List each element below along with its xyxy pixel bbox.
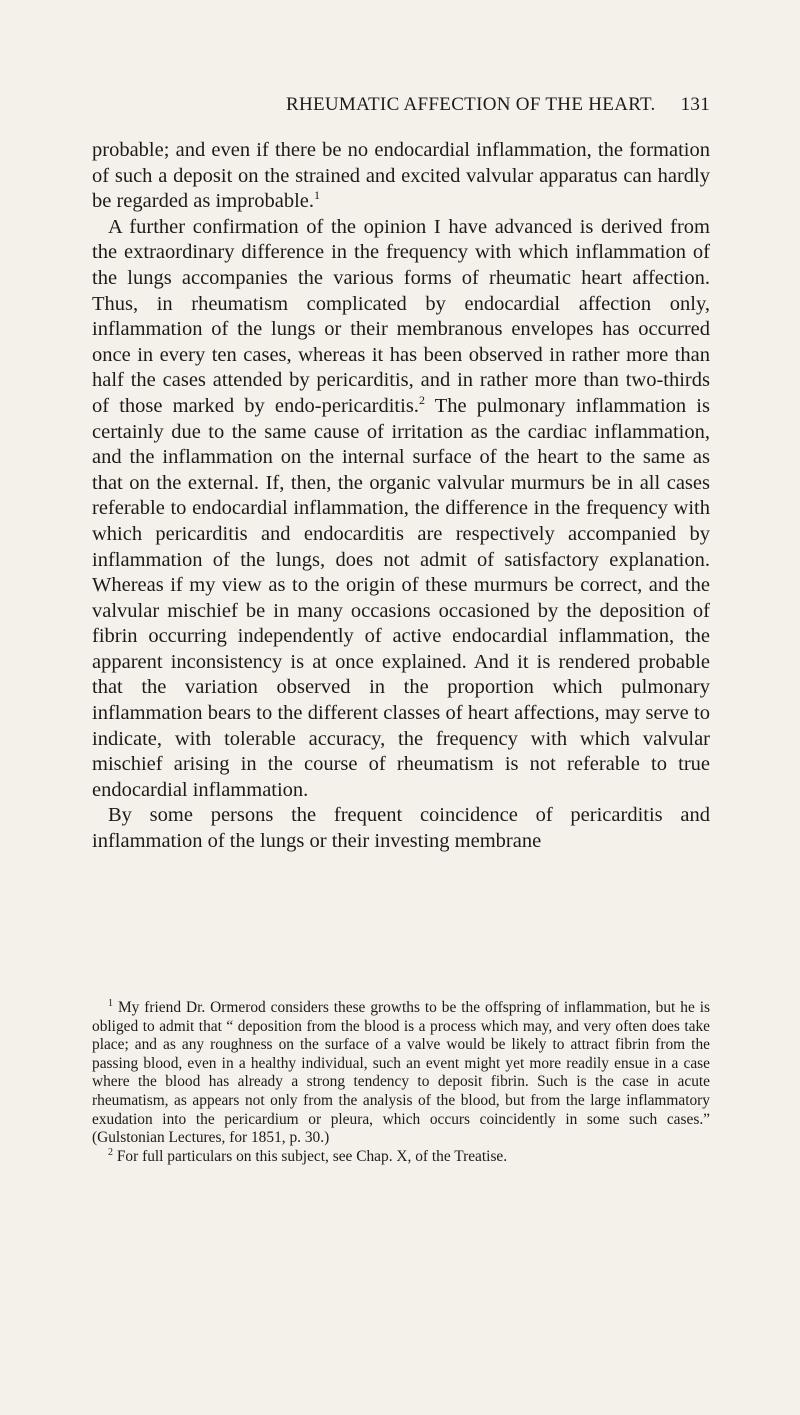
running-header [274,94,710,120]
footnote-1 [92,999,710,1148]
running-title: RHEUMATIC AFFECTION OF THE HEART. [286,94,656,115]
footnote-2-text: For full particulars on this subject, see Chap. X, of the Treatise. [113,1147,508,1165]
footnote-1-mark: 1 [108,997,113,1009]
paragraph-2-text-b: The pulmonary inflammation is certainly due to the same cause of irritation as the cardiac inflammation, and the inflammation on the internal surface of the heart to the same as that on the external. If, then, the organic valvular murmurs be in all cases referable to endocardial inflammation, the difference in the frequency with which pericarditis and endocarditis are respectively accompanied by inflammation of the lungs, does not admit of satisfactory explanation. Whereas if my view as to the origin of these murmurs be correct, and the valvular mischief be in many occasions occasioned by the deposition of fibrin occurring independently of active endocardial inflammation, the apparent inconsistency is at once explained. And it is rendered probable that the variation observed in the proportion which pulmonary inflammation bears to the different classes of heart affections, may serve to indicate, with tolerable accuracy, the frequency with which valvular mischief arising in the course of rheumatism is not referable to true endocardial inflammation. [92,394,710,801]
footnote-1-text: My friend Dr. Ormerod considers these growths to be the offspring of inflammation, but he is obliged to admit that “ deposition from the blood is a process which may, and very often does take place; and as any roughness on the surface of a valve would be likely to attract fibrin from the passing blood, even in a healthy individual, such an event might yet more readily ensue in a case where the blood has already a strong tendency to deposit fibrin. Such is the case in acute rheumatism, as appears not only from the analysis of the blood, but from the large inflammatory exudation into the pericardium or pleura, which occurs coincidently in some such cases.” (Gulstonian Lectures, for 1851, p. 30.) [92,999,710,1147]
paragraph-2 [92,215,710,804]
paragraph-1-text: probable; and even if there be no endocardial inflammation, the formation of such a deposit on the strained and excited valvular apparatus can hardly be regarded as improbable. [92,139,710,213]
footnote-ref-1: 1 [314,188,320,203]
paragraph-3 [92,803,710,854]
paragraph-3-text: By some persons the frequent coincidence of pericarditis and inflammation of the lungs or their investing membrane [92,804,710,853]
footnote-2-mark: 2 [108,1146,113,1158]
page-number: 131 [680,94,710,115]
footnote-2 [92,1148,710,1167]
footnote-ref-2: 2 [418,393,425,408]
footnotes [92,999,710,1166]
main-text [92,138,710,855]
paragraph-1 [92,138,710,215]
paragraph-2-text-a: A further confirmation of the opinion I have advanced is derived from the extraordinary difference in the frequency with which inflammation of the lungs accompanies the various forms of rheumatic heart affection. Thus, in rheumatism complicated by endocardial affection only, inflammation of the lungs or their membranous envelopes has occurred once in every ten cases, whereas it has been observed in rather more than half the cases attended by pericarditis, and in rather more than two-thirds of those marked by endo-pericarditis. [92,215,710,417]
